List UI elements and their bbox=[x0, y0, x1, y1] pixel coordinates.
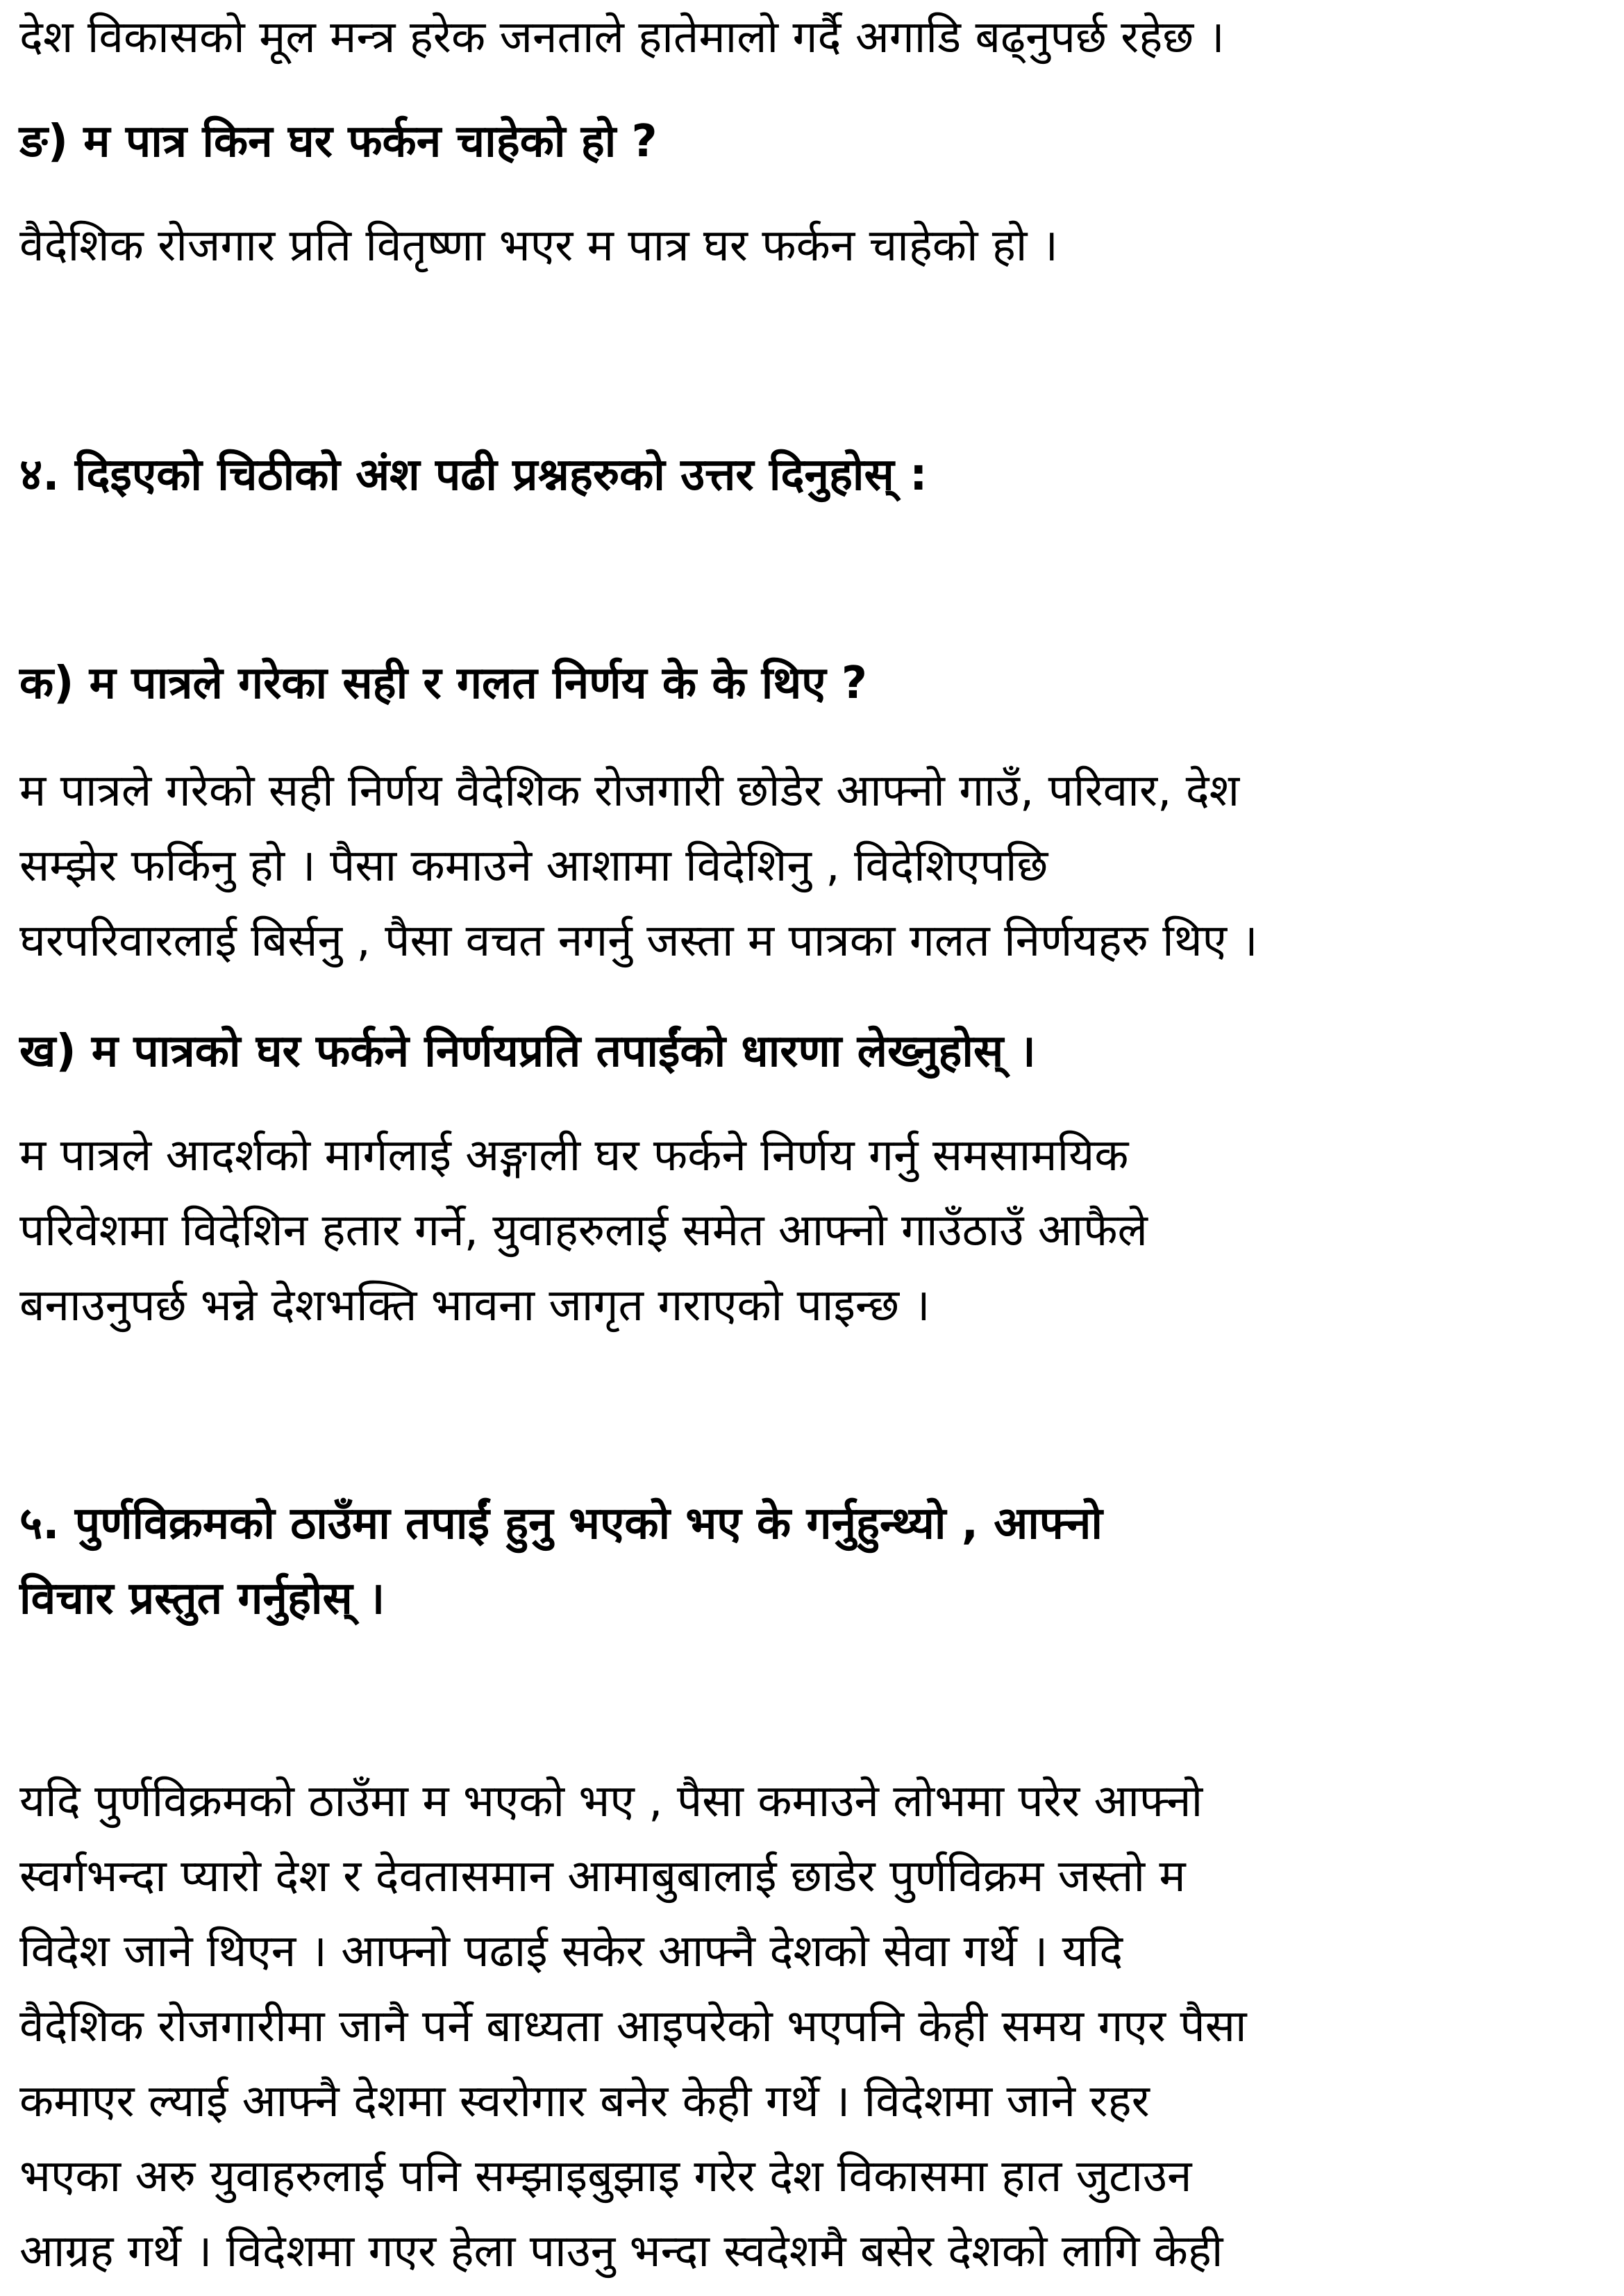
answer-line: यदि पुर्णविक्रमको ठाउँमा म भएको भए , पैसा कमाउने लोभमा परेर आफ्नो bbox=[19, 1776, 1203, 1827]
answer-line: भएका अरु युवाहरुलाई पनि सम्झाइबुझाइ गरेर देश विकासमा हात जुटाउन bbox=[19, 2151, 1192, 2202]
answer-ka bbox=[19, 754, 1616, 979]
answer-line: घरपरिवारलाई बिर्सनु , पैसा वचत नगर्नु जस्ता म पात्रका गलत निर्णयहरु थिए । bbox=[19, 915, 1258, 967]
section-4-heading bbox=[19, 438, 1616, 513]
answer-line: वैदेशिक रोजगारीमा जानै पर्ने बाध्यता आइपरेको भएपनि केही समय गएर पैसा bbox=[19, 2001, 1247, 2052]
answer-line: सम्झेर फर्किनु हो । पैसा कमाउने आशामा विदेशिनु , विदेशिएपछि bbox=[19, 840, 1048, 892]
section-5-heading bbox=[19, 1486, 1616, 1636]
question-nga bbox=[19, 104, 1616, 179]
question-heading: ङ) म पात्र किन घर फर्कन चाहेको हो ? bbox=[19, 116, 658, 167]
answer-nga bbox=[19, 208, 1616, 283]
answer-line: आग्रह गर्थे । विदेशमा गएर हेला पाउनु भन्दा स्वदेशमै बसेर देशको लागि केही bbox=[19, 2226, 1223, 2277]
answer-line: वैदेशिक रोजगार प्रति वितृष्णा भएर म पात्र घर फर्कन चाहेको हो । bbox=[19, 220, 1059, 272]
section-heading: ४. दिइएको चिठीको अंश पढी प्रश्नहरुको उत्तर दिनुहोस् : bbox=[19, 449, 928, 501]
answer-line: विदेश जाने थिएन । आफ्नो पढाई सकेर आफ्नै देशको सेवा गर्थे । यदि bbox=[19, 1926, 1123, 1977]
answer-line: बनाउनुपर्छ भन्ने देशभक्ति भावना जागृत गराएको पाइन्छ । bbox=[19, 1280, 930, 1331]
question-heading: क) म पात्रले गरेका सही र गलत निर्णय के के थिए ? bbox=[19, 658, 868, 709]
answer-line: म पात्रले आदर्शको मार्गलाई अङ्गाली घर फर्कने निर्णय गर्नु समसामयिक bbox=[19, 1130, 1129, 1181]
top-paragraph bbox=[19, 0, 1616, 75]
answer-section-5 bbox=[19, 1764, 1616, 2289]
section-heading: विचार प्रस्तुत गर्नुहोस् । bbox=[19, 1573, 385, 1624]
answer-line: म पात्रले गरेको सही निर्णय वैदेशिक रोजगारी छोडेर आफ्नो गाउँ, परिवार, देश bbox=[19, 765, 1240, 817]
answer-line: परिवेशमा विदेशिन हतार गर्ने, युवाहरुलाई समेत आफ्नो गाउँठाउँ आफैले bbox=[19, 1205, 1148, 1256]
question-kha bbox=[19, 1014, 1616, 1089]
question-ka bbox=[19, 646, 1616, 721]
answer-kha bbox=[19, 1118, 1616, 1343]
answer-line: कमाएर ल्याई आफ्नै देशमा स्वरोगार बनेर केही गर्थे । विदेशमा जाने रहर bbox=[19, 2076, 1150, 2127]
question-heading: ख) म पात्रको घर फर्कने निर्णयप्रति तपाईंको धारणा लेख्नुहोस् । bbox=[19, 1026, 1036, 1077]
paragraph-line: देश विकासको मूल मन्त्र हरेक जनताले हातेमालो गर्दै अगाडि बढ्नुपर्छ रहेछ । bbox=[19, 12, 1225, 63]
section-heading: ५. पुर्णविक्रमको ठाउँमा तपाईं हुनु भएको भए के गर्नुहुन्थ्यो , आफ्नो bbox=[19, 1498, 1103, 1549]
answer-line: स्वर्गभन्दा प्यारो देश र देवतासमान आमाबुबालाई छाडेर पुर्णविक्रम जस्तो म bbox=[19, 1851, 1186, 1902]
